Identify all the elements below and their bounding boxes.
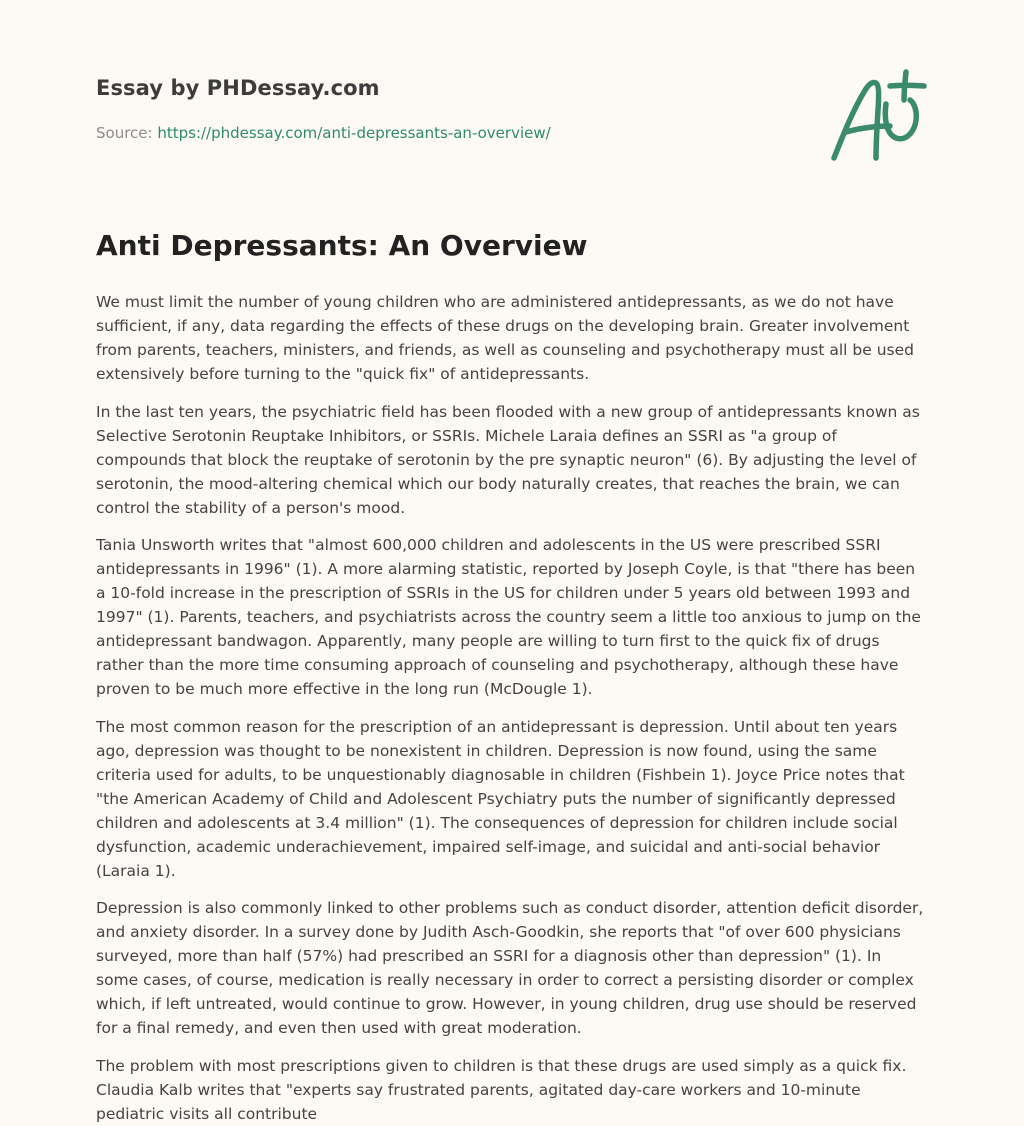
essay-body	[96, 290, 928, 1126]
essay-paragraph: The most common reason for the prescription of an antidepressant is depression. Until about ten years ago, depression was thought to be nonexistent in children. Depression is now found, using the same criteria used for adults, to be unquestionably diagnosable in children (Fishbein 1). Joyce Price notes that "the American Academy of Child and Adolescent Psychiatry puts the number of significantly depressed children and adolescents at 3.4 million" (1). The consequences of depression for children include social dysfunction, academic underachievement, impaired self-image, and suicidal and anti-social behavior (Laraia 1).	[96, 717, 905, 880]
source-link[interactable]: https://phdessay.com/anti-depressants-an-overview/	[157, 124, 551, 142]
essay-paragraph: Depression is also commonly linked to other problems such as conduct disorder, attention deficit disorder, and anxiety disorder. In a survey done by Judith Asch-Goodkin, she reports that "of over 600 physicians surveyed, more than half (57%) had prescribed an SSRI for a diagnosis other than depression" (1). In some cases, of course, medication is really necessary in order to correct a persisting disorder or complex which, if left untreated, would continue to grow. However, in young children, drug use should be reserved for a final remedy, and even then used with great moderation.	[96, 899, 924, 1037]
site-name: Essay by PHDessay.com	[96, 76, 380, 100]
a-plus-logo-icon[interactable]	[824, 66, 928, 166]
essay-paragraph: Tania Unsworth writes that "almost 600,000 children and adolescents in the US were prescribed SSRI antidepressants in 1996" (1). A more alarming statistic, reported by Joseph Coyle, is that "there has been a 10-fold increase in the prescription of SSRIs in the US for children under 5 years old between 1993 and 1997" (1). Parents, teachers, and psychiatrists across the country seem a little too anxious to jump on the antidepressant bandwagon. Apparently, many people are willing to turn first to the quick fix of drugs rather than the more time consuming approach of counseling and psychotherapy, although these have proven to be much more effective in the long run (McDougle 1).	[96, 536, 921, 698]
essay-title: Anti Depressants: An Overview	[96, 229, 588, 262]
source-line	[96, 124, 551, 142]
source-label: Source:	[96, 124, 158, 142]
essay-paragraph: In the last ten years, the psychiatric field has been flooded with a new group of antidepressants known as Selective Serotonin Reuptake Inhibitors, or SSRIs. Michele Laraia defines an SSRI as "a group of compounds that block the reuptake of serotonin by the pre synaptic neuron" (6). By adjusting the level of serotonin, the mood-altering chemical which our body naturally creates, that reaches the brain, we can control the stability of a person's mood.	[96, 402, 920, 517]
essay-paragraph: We must limit the number of young children who are administered antidepressants, as we do not have sufficient, if any, data regarding the effects of these drugs on the developing brain. Greater involvement from parents, teachers, ministers, and friends, as well as counseling and psychotherapy must all be used extensively before turning to the "quick fix" of antidepressants.	[96, 293, 914, 383]
essay-paragraph: The problem with most prescriptions given to children is that these drugs are used simply as a quick fix. Claudia Kalb writes that "experts say frustrated parents, agitated day-care workers and 10-minute pediatric visits all contribute	[96, 1056, 907, 1123]
page-header	[96, 0, 928, 200]
